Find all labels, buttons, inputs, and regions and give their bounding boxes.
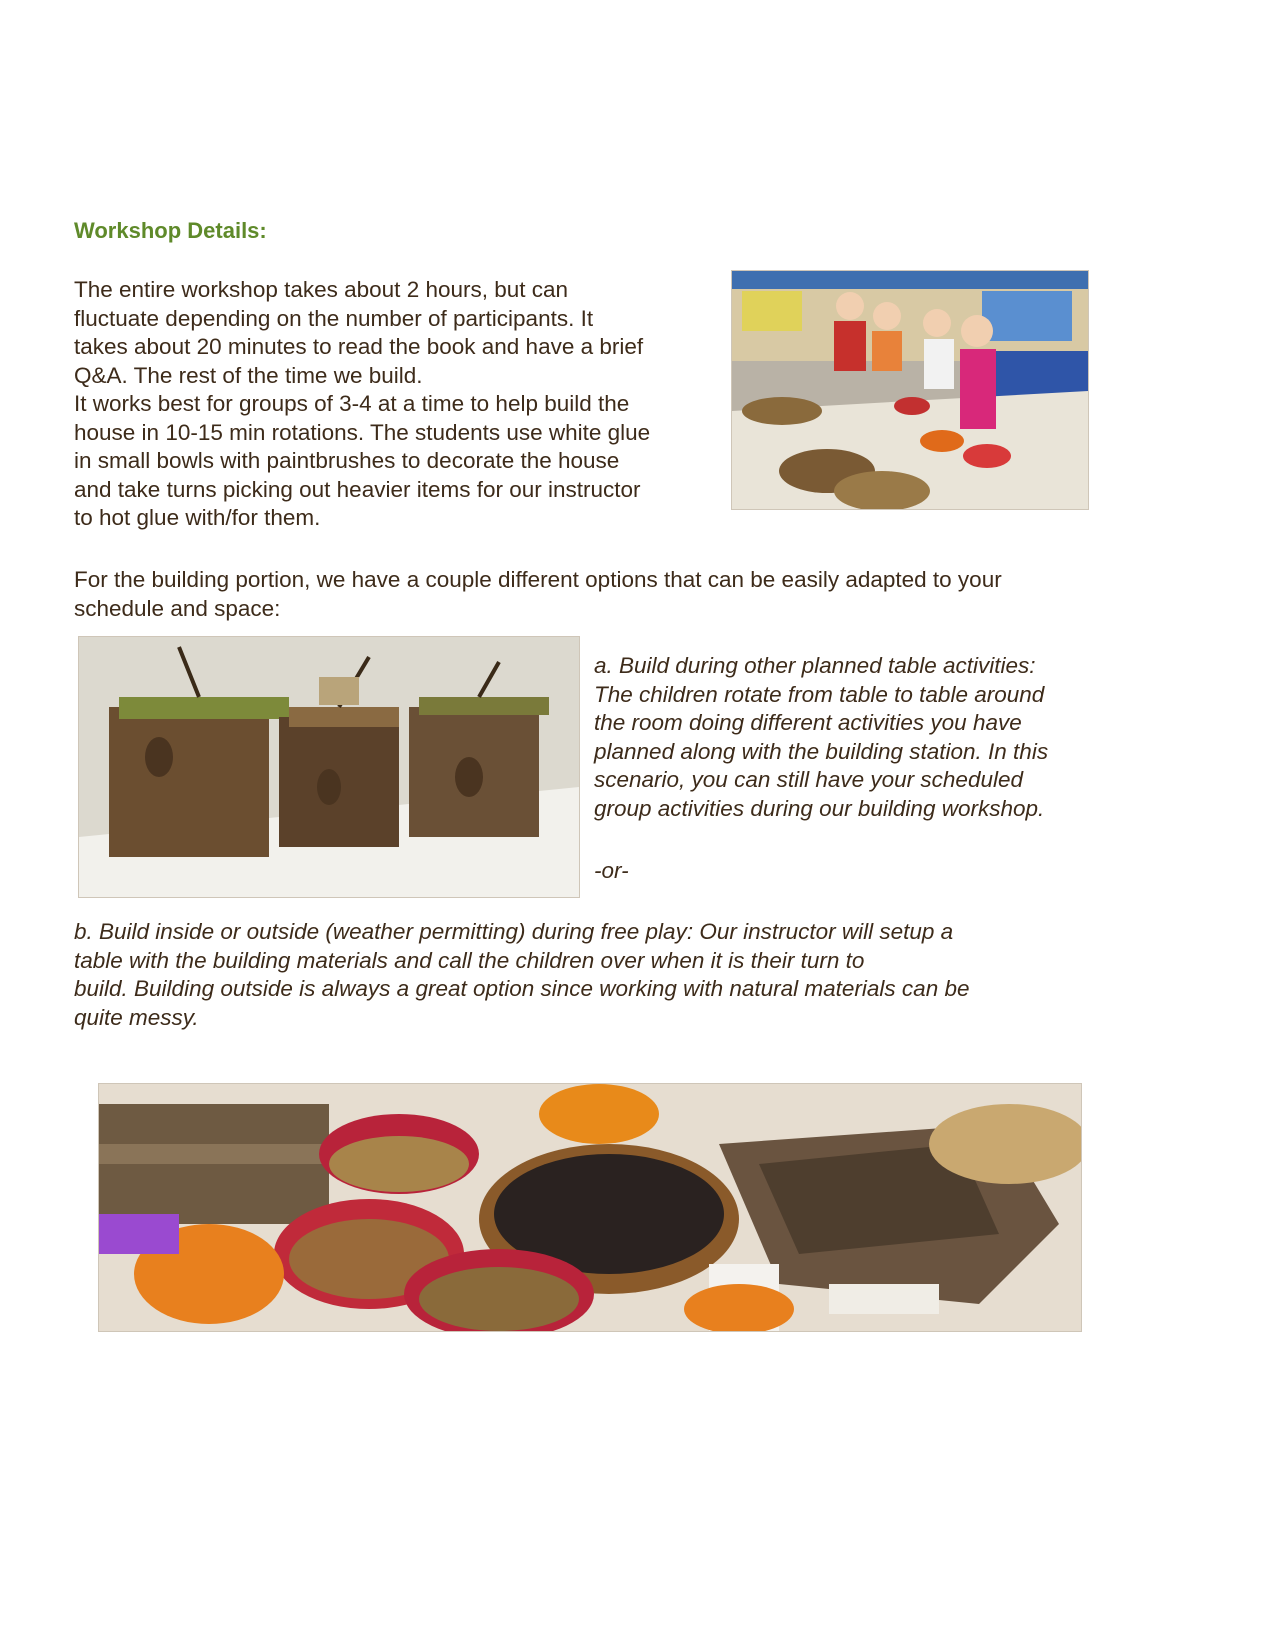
- option-a-line: a. Build during other planned table activities:: [594, 653, 1036, 678]
- intro-line: Q&A. The rest of the time we build.: [74, 362, 423, 388]
- intro-line: in small bowls with paintbrushes to decorate the house: [74, 448, 620, 473]
- intro-line: and take turns picking out heavier items for our instructor: [74, 476, 641, 502]
- option-a-line: scenario, you can still have your scheduled: [594, 767, 1023, 792]
- option-a-line: group activities during our building workshop.: [594, 795, 1045, 821]
- option-b-line: table with the building materials and call the children over when it is their turn to: [74, 947, 865, 973]
- intro-line: The entire workshop takes about 2 hours, but can: [74, 277, 569, 302]
- intro-line: takes about 20 minutes to read the book and have a brief: [74, 334, 644, 359]
- options-line: For the building portion, we have a couple different options that can be easily adapted to your: [74, 567, 1002, 592]
- photo-fairy-houses: [78, 636, 580, 898]
- options-line: schedule and space:: [74, 595, 281, 621]
- option-b-paragraph: [74, 918, 1194, 1032]
- intro-line: fluctuate depending on the number of participants. It: [74, 305, 594, 331]
- option-a-line: The children rotate from table to table around: [594, 681, 1045, 707]
- or-separator: -or-: [594, 858, 629, 883]
- section-heading: Workshop Details:: [74, 218, 267, 243]
- option-b-line: build. Building outside is always a great option since working with natural materials can be: [74, 976, 970, 1001]
- photo-children-at-table: [731, 270, 1089, 510]
- option-b-line: quite messy.: [74, 1004, 199, 1030]
- option-a-line: the room doing different activities you have: [594, 710, 1022, 735]
- option-b-line: b. Build inside or outside (weather permitting) during free play: Our instructor will setup a: [74, 919, 954, 944]
- photo-building-materials: [98, 1083, 1082, 1332]
- intro-paragraph: [74, 276, 714, 533]
- option-a-paragraph: [594, 652, 1244, 823]
- intro-line: It works best for groups of 3-4 at a time to help build the: [74, 391, 630, 416]
- intro-line: to hot glue with/for them.: [74, 505, 321, 530]
- options-paragraph: [74, 566, 1214, 623]
- intro-line: house in 10-15 min rotations. The students use white glue: [74, 419, 651, 445]
- option-a-line: planned along with the building station. In this: [594, 738, 1049, 764]
